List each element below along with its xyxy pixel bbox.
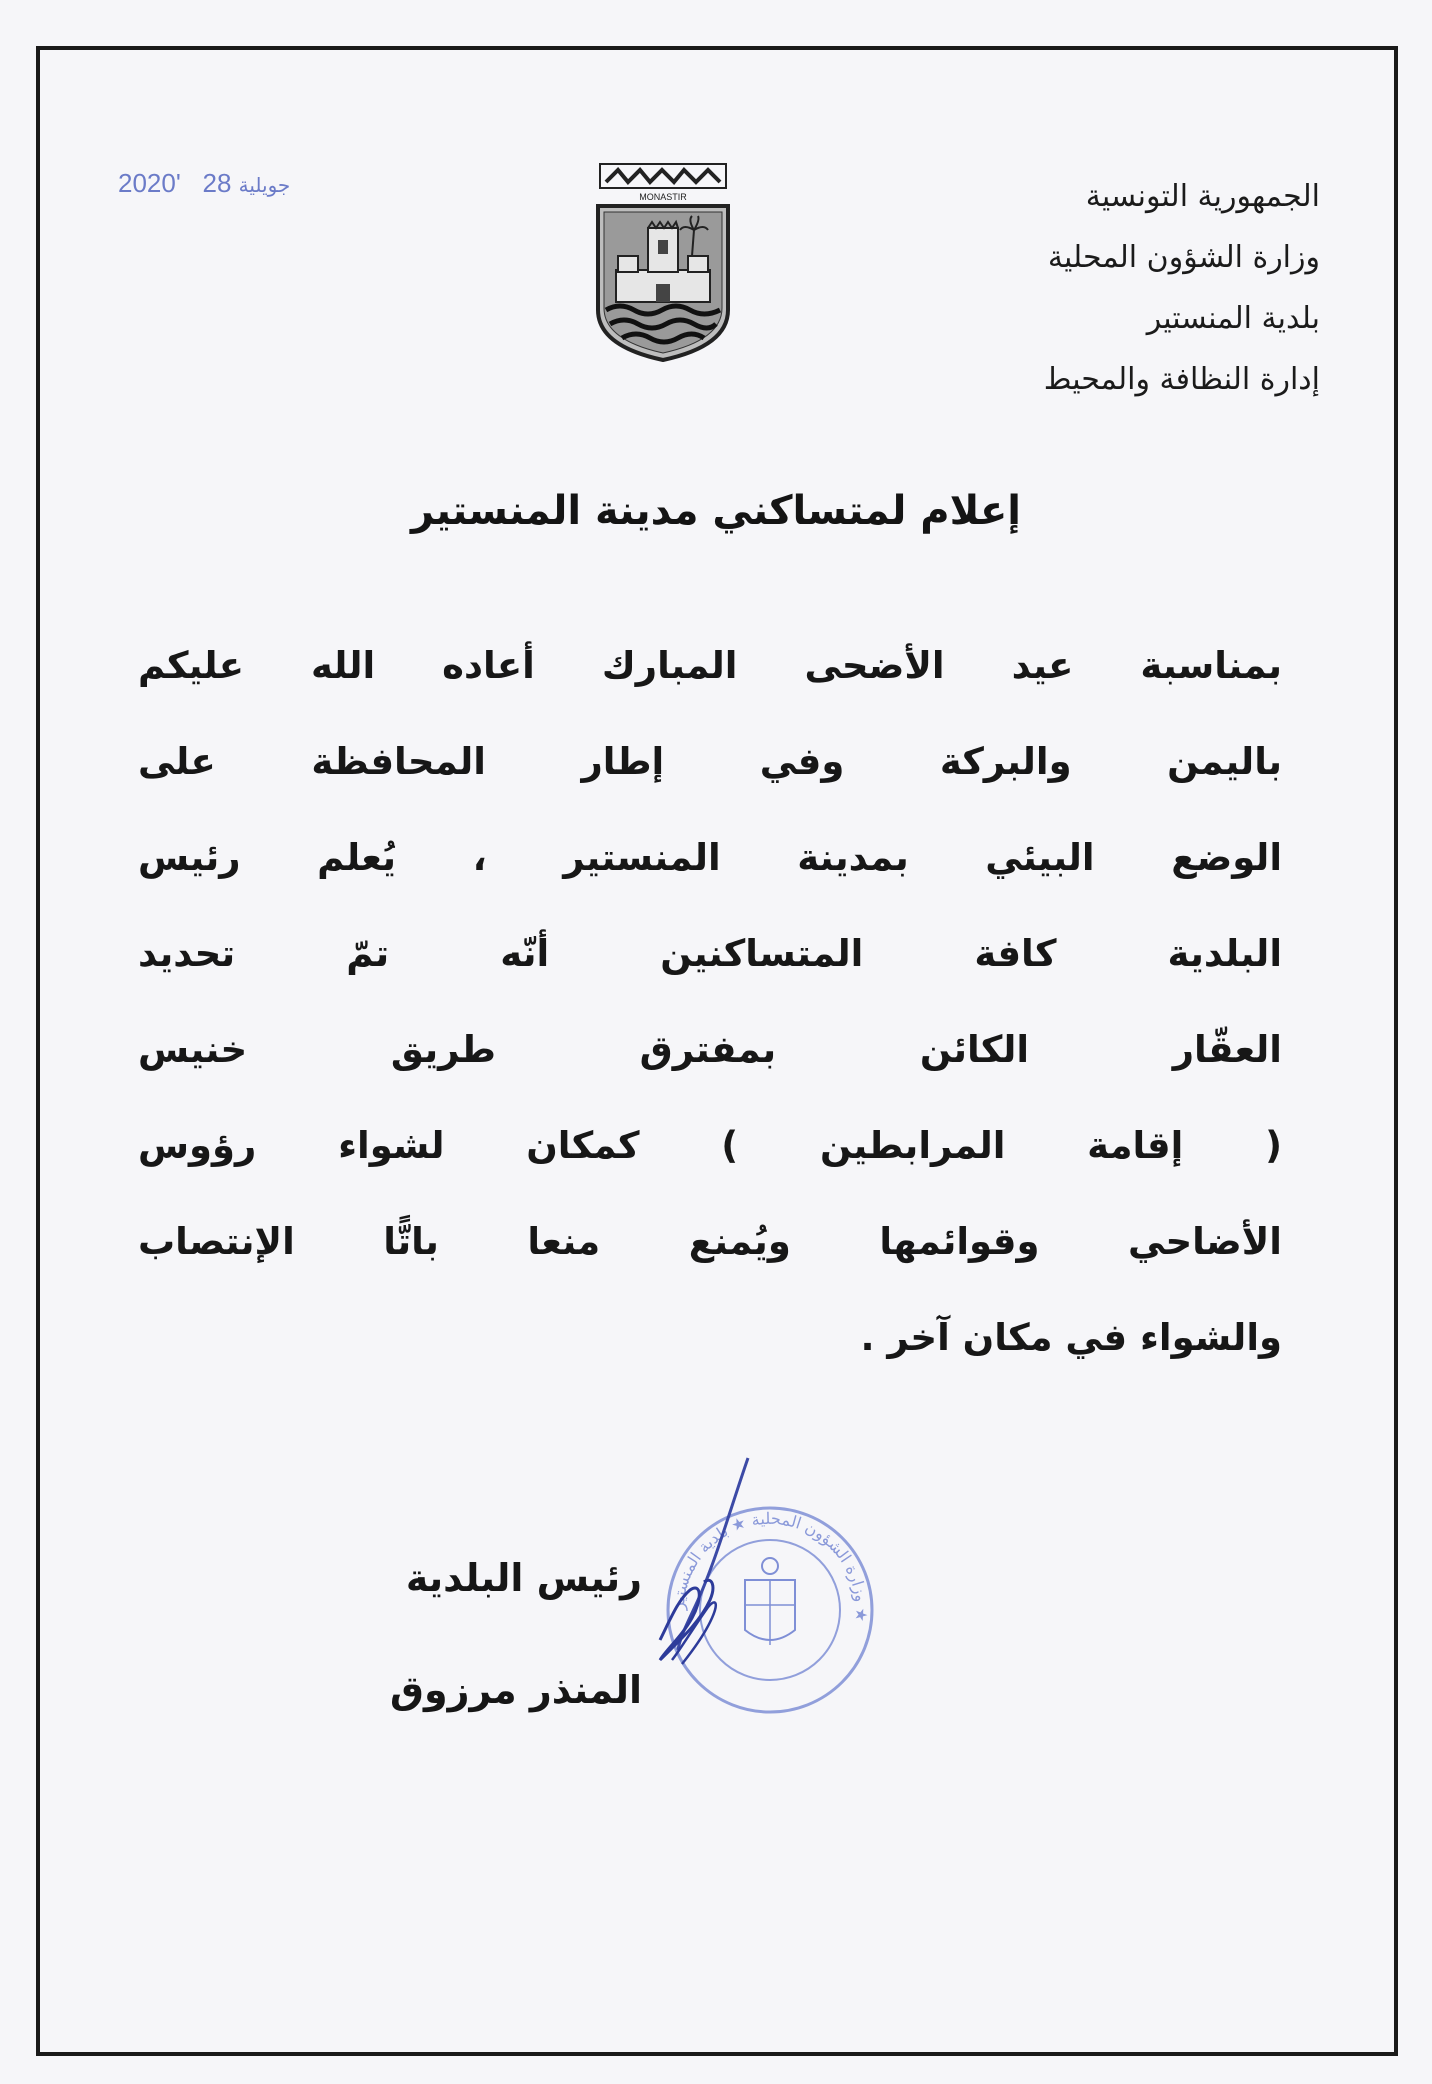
letterhead-line-republic: الجمهورية التونسية xyxy=(1085,179,1320,214)
body-line: باليمن والبركة وفي إطار المحافظة على xyxy=(138,740,1282,783)
letterhead-line-municipality: بلدية المنستير xyxy=(1146,301,1320,336)
emblem-caption: MONASTIR xyxy=(639,192,687,202)
letterhead xyxy=(860,166,1320,410)
signatory-block xyxy=(390,1522,642,1746)
body-line: بمناسبة عيد الأضحى المبارك أعاده الله عليكم xyxy=(138,644,1282,687)
notice-body xyxy=(138,618,1282,1386)
body-line: الأضاحي وقوائمها ويُمنع منعا باتًّا الإنتصاب xyxy=(138,1220,1282,1263)
signatory-name: المنذر مرزوق xyxy=(390,1668,642,1712)
signatory-role: رئيس البلدية xyxy=(405,1556,642,1600)
body-line: العقّار الكائن بمفترق طريق خنيس xyxy=(138,1028,1282,1071)
body-line: ( إقامة المرابطين ) كمكان لشواء رؤوس xyxy=(138,1124,1282,1167)
date-month: جويلية xyxy=(238,173,291,197)
date-stamp: 2020' جويلية 28 xyxy=(118,168,291,198)
handwritten-signature-icon xyxy=(620,1450,770,1680)
letterhead-line-ministry: وزارة الشؤون المحلية xyxy=(1047,240,1320,275)
notice-title: إعلام لمتساكني مدينة المنستير xyxy=(410,488,1022,534)
body-line: والشواء في مكان آخر . xyxy=(860,1316,1282,1359)
date-day: 28 xyxy=(202,168,232,198)
body-line: البلدية كافة المتساكنين أنّه تمّ تحديد xyxy=(138,932,1282,975)
date-year: 2020 xyxy=(118,168,176,198)
body-line: الوضع البيئي بمدينة المنستير ، يُعلم رئيس xyxy=(138,836,1282,879)
seal-text: وزارة الشؤون المحلية ★ بلدية المنستير ★ xyxy=(668,1508,872,1623)
letterhead-line-department: إدارة النظافة والمحيط xyxy=(1043,362,1320,397)
monastir-emblem-icon xyxy=(588,160,738,368)
